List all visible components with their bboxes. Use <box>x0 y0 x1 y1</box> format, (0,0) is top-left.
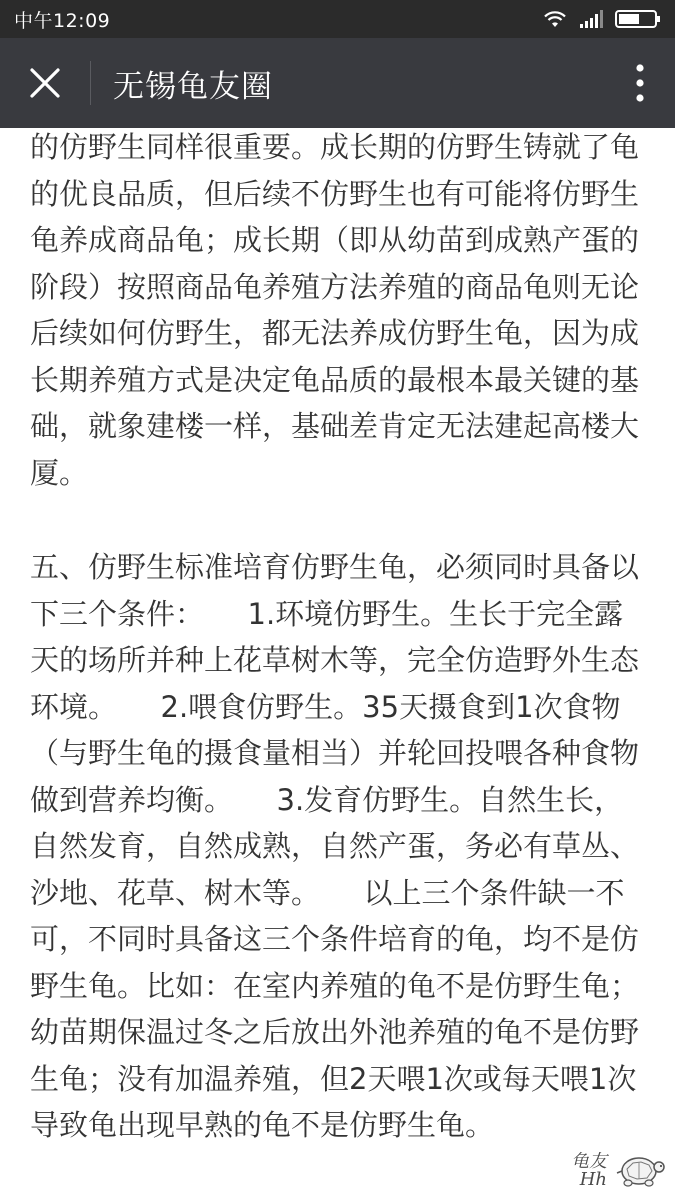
signal-icon <box>579 10 603 28</box>
close-icon <box>29 67 61 99</box>
wifi-icon <box>543 10 567 28</box>
status-bar <box>0 0 675 38</box>
article-content <box>0 128 675 1200</box>
close-button[interactable] <box>0 38 90 128</box>
watermark-text <box>571 1153 607 1189</box>
nav-bar <box>0 38 675 128</box>
battery-icon <box>615 9 661 29</box>
paragraph-spacer <box>30 496 645 544</box>
page-title: 无锡龟友圈 <box>113 68 273 105</box>
status-time: 中午12:09 <box>14 9 111 32</box>
article-paragraph-2: 五、仿野生标准培育仿野生龟，必须同时具备以下三个条件： 1.环境仿野生。生长于完全露天的场所并种上花草树木等，完全仿造野外生态环境。 2.喂食仿野生。35天摄食到1次食物（与野生龟的摄食量相当）并轮回投喂各种食物做到营养均衡。 3.发育仿野生。自然生长，自然发育，自然成熟，自然产蛋，务必有草丛、沙地、花草、树木等。 以上三个条件缺一不可，不同时具备这三个条件培育的龟，均不是仿野生龟。比如：在室内养殖的龟不是仿野生龟；幼苗期保温过冬之后放出外池养殖的龟不是仿野生龟；没有加温养殖，但2天喂1次或每天喂1次导致龟出现早熟的龟不是仿野生龟。 <box>30 550 640 1142</box>
turtle-logo-icon <box>611 1151 667 1191</box>
more-vertical-icon <box>635 63 645 103</box>
watermark <box>555 1148 667 1194</box>
watermark-line-2: Hh <box>579 1169 607 1190</box>
nav-divider <box>90 61 91 105</box>
article-paragraph-1: 的仿野生同样很重要。成长期的仿野生铸就了龟的优良品质，但后续不仿野生也有可能将仿野生龟养成商品龟；成长期（即从幼苗到成熟产蛋的阶段）按照商品龟养殖方法养殖的商品龟则无论后续如何仿野生，都无法养成仿野生龟，因为成长期养殖方式是决定龟品质的最根本最关键的基础，就象建楼一样，基础差肯定无法建起高楼大厦。 <box>30 130 640 490</box>
watermark-line-1: 龟友 <box>571 1151 607 1172</box>
more-button[interactable] <box>605 38 675 128</box>
status-icons <box>543 9 661 29</box>
